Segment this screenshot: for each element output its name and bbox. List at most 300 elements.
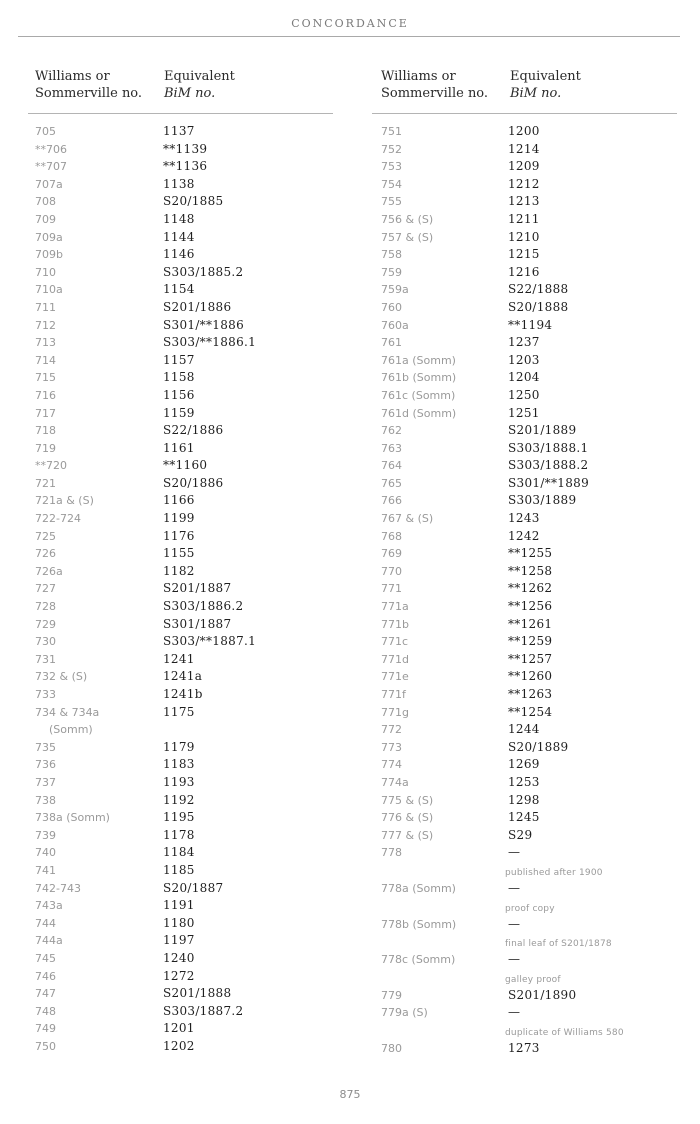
header-underline-right [372, 113, 677, 114]
table-row [35, 862, 355, 880]
williams-number: 746 [35, 969, 56, 983]
table-row [35, 915, 355, 933]
williams-number: 768 [381, 529, 402, 543]
bim-number: S201/1889 [508, 423, 577, 438]
table-row [381, 211, 700, 229]
table-row [381, 987, 700, 1005]
williams-number: 731 [35, 652, 56, 666]
table-row [35, 211, 355, 229]
bim-number: 1185 [163, 862, 195, 877]
bim-number: 1243 [508, 511, 540, 526]
williams-number: 779a (S) [381, 1006, 428, 1020]
bim-number: **1257 [508, 651, 553, 666]
table-row [381, 1004, 700, 1022]
table-row [381, 158, 700, 176]
bim-number: **1261 [508, 616, 553, 631]
table-row [35, 492, 355, 510]
bim-number: 1175 [163, 704, 195, 719]
concordance-rows [35, 123, 355, 1055]
table-row [35, 510, 355, 528]
bim-number: 1245 [508, 810, 540, 825]
williams-number: 709a [35, 230, 63, 244]
williams-number: 709 [35, 212, 56, 226]
williams-number: 743a [35, 899, 63, 913]
row-note: final leaf of S201/1878 [505, 939, 612, 950]
williams-number: 736 [35, 758, 56, 772]
williams-number: 712 [35, 318, 56, 332]
bim-number: S303/1887.2 [163, 1003, 244, 1018]
williams-number: 719 [35, 441, 56, 455]
bim-number: **1136 [163, 159, 208, 174]
williams-number: 726 [35, 547, 56, 561]
williams-number: 705 [35, 125, 56, 138]
note-row [381, 862, 700, 880]
table-row [35, 229, 355, 247]
williams-number: 737 [35, 775, 56, 789]
bim-number: **1256 [508, 599, 553, 614]
bim-number: **1255 [508, 546, 553, 561]
table-row [35, 141, 355, 159]
williams-number: 710 [35, 265, 56, 279]
table-row [35, 405, 355, 423]
williams-number: 715 [35, 371, 56, 385]
bim-number: S201/1890 [508, 987, 577, 1002]
bim-number: 1176 [163, 528, 195, 543]
williams-number: 714 [35, 353, 56, 367]
bim-number: S20/1886 [163, 475, 224, 490]
table-row [35, 809, 355, 827]
bim-header: Equivalent BiM no. [164, 69, 235, 101]
bim-number: 1213 [508, 194, 540, 209]
bim-number: 1184 [163, 845, 195, 860]
concordance-rows [381, 123, 700, 1058]
williams-number: 771f [381, 688, 406, 701]
bim-number: S301/**1886 [163, 317, 245, 332]
williams-number: 753 [381, 160, 402, 174]
header-underline-left [28, 113, 333, 114]
bim-number: — [508, 916, 521, 931]
williams-number: **706 [35, 142, 67, 156]
williams-number: 708 [35, 195, 56, 209]
bim-number: 1202 [163, 1038, 195, 1053]
table-row [381, 123, 700, 141]
row-note: duplicate of Williams 580 [505, 1027, 624, 1038]
williams-number: **707 [35, 160, 67, 174]
williams-number: 738 [35, 793, 56, 807]
table-row [381, 317, 700, 335]
table-row [35, 264, 355, 282]
williams-number: 739 [35, 828, 56, 842]
table-row [381, 633, 700, 651]
note-row [381, 969, 700, 987]
bim-number: 1161 [163, 440, 195, 455]
table-row [35, 334, 355, 352]
bim-number: 1204 [508, 370, 540, 385]
table-row [381, 141, 700, 159]
bim-number: 1251 [508, 405, 540, 420]
williams-number: 738a (Somm) [35, 811, 110, 825]
bim-number: 1273 [508, 1040, 540, 1055]
williams-number: 744 [35, 916, 56, 930]
bim-number: — [508, 845, 521, 860]
table-row [35, 668, 355, 686]
williams-header: Williams or Sommerville no. [35, 69, 143, 101]
table-row [35, 440, 355, 458]
table-row [35, 1038, 355, 1056]
table-row [381, 475, 700, 493]
williams-number: 761d (Somm) [381, 406, 457, 420]
bim-header: Equivalent BiM no. [510, 69, 581, 101]
williams-number: 734 & 734a [35, 705, 100, 719]
bim-number: 1250 [508, 387, 540, 402]
table-row [35, 844, 355, 862]
table-row [381, 721, 700, 739]
bim-number: S20/1885 [163, 194, 224, 209]
williams-number: 729 [35, 617, 56, 631]
table-row [35, 158, 355, 176]
bim-number: S303/**1887.1 [163, 634, 257, 649]
williams-number: 776 & (S) [381, 811, 434, 825]
williams-number: 717 [35, 406, 56, 420]
williams-number: 748 [35, 1004, 56, 1018]
williams-number: 778b (Somm) [381, 917, 457, 931]
williams-number: 771g [381, 705, 409, 719]
williams-number: 754 [381, 177, 402, 191]
bim-number: **1194 [508, 317, 553, 332]
table-row [381, 387, 700, 405]
bim-number: 1158 [163, 370, 195, 385]
bim-number: 1192 [163, 792, 195, 807]
table-row [35, 721, 355, 739]
williams-number: 730 [35, 635, 56, 649]
table-row [381, 528, 700, 546]
williams-number: 741 [35, 863, 56, 877]
table-row [381, 686, 700, 704]
williams-number: 726a [35, 564, 63, 578]
note-row [381, 1022, 700, 1040]
williams-number: 761b (Somm) [381, 371, 457, 385]
williams-number: 732 & (S) [35, 670, 88, 684]
williams-number: 721a & (S) [35, 494, 94, 508]
williams-number: 742-743 [35, 881, 81, 895]
williams-number: 710a [35, 283, 63, 297]
table-row [35, 299, 355, 317]
bim-number: 1144 [163, 229, 195, 244]
williams-number: 721 [35, 476, 56, 490]
bim-number: 1203 [508, 352, 540, 367]
bim-number: 1191 [163, 898, 195, 913]
bim-number: — [508, 1005, 521, 1020]
bim-number: 1157 [163, 352, 195, 367]
bim-number: S201/1887 [163, 581, 232, 596]
table-row [35, 352, 355, 370]
running-head: CONCORDANCE [291, 17, 409, 30]
williams-number: 709b [35, 248, 63, 262]
table-row [381, 580, 700, 598]
williams-number: 766 [381, 494, 402, 508]
williams-number: 747 [35, 987, 56, 1001]
bim-number: 1154 [163, 282, 195, 297]
table-row [381, 756, 700, 774]
table-row [35, 457, 355, 475]
table-row [35, 950, 355, 968]
row-note: galley proof [505, 974, 561, 985]
bim-number: 1146 [163, 247, 195, 262]
bim-number: **1259 [508, 634, 553, 649]
table-row [381, 352, 700, 370]
bim-number: 1216 [508, 264, 540, 279]
williams-number: 752 [381, 142, 402, 156]
bim-number: S303/1888.1 [508, 440, 589, 455]
table-row [381, 844, 700, 862]
table-row [35, 369, 355, 387]
table-row [35, 580, 355, 598]
bim-number: 1159 [163, 405, 195, 420]
table-row [381, 422, 700, 440]
williams-number: 722-724 [35, 512, 81, 526]
table-row [35, 193, 355, 211]
williams-number: 764 [381, 459, 402, 473]
bim-number: 1200 [508, 124, 540, 138]
bim-number: **1262 [508, 581, 553, 596]
williams-number: 771e [381, 670, 409, 684]
bim-number: 1237 [508, 335, 540, 350]
table-row [35, 422, 355, 440]
table-row [381, 563, 700, 581]
table-row [381, 440, 700, 458]
note-row [381, 933, 700, 951]
table-row [381, 739, 700, 757]
bim-number: **1139 [163, 141, 208, 156]
bim-number: 1241 [163, 651, 195, 666]
bim-number: 1212 [508, 176, 540, 191]
bim-number: 1241a [163, 669, 203, 684]
williams-number: 727 [35, 582, 56, 596]
williams-number: 778 [381, 846, 402, 860]
bim-number: 1199 [163, 511, 195, 526]
bim-number: 1156 [163, 387, 195, 402]
bim-number: S22/1886 [163, 423, 224, 438]
table-row [35, 1020, 355, 1038]
page-number: 875 [339, 1088, 361, 1101]
table-row [35, 968, 355, 986]
bim-number: 1269 [508, 757, 540, 772]
table-row [35, 774, 355, 792]
williams-number: 745 [35, 951, 56, 965]
williams-number: (Somm) [49, 723, 93, 737]
williams-number: 763 [381, 441, 402, 455]
table-row [35, 897, 355, 915]
table-row [35, 563, 355, 581]
bim-number: — [508, 952, 521, 967]
williams-number: 728 [35, 600, 56, 614]
table-row [35, 880, 355, 898]
table-row [35, 792, 355, 810]
bim-number: 1272 [163, 968, 195, 983]
concordance-column-left [35, 68, 355, 1053]
row-note: proof copy [505, 903, 555, 914]
williams-number: 771d [381, 652, 409, 666]
table-row [381, 334, 700, 352]
williams-number: 774 [381, 758, 402, 772]
williams-number: 735 [35, 740, 56, 754]
bim-number: **1258 [508, 563, 553, 578]
column-header [381, 68, 700, 108]
williams-number: 751 [381, 125, 402, 138]
williams-number: **720 [35, 459, 67, 473]
table-row [381, 792, 700, 810]
williams-number: 757 & (S) [381, 230, 434, 244]
table-row [35, 985, 355, 1003]
williams-number: 775 & (S) [381, 793, 434, 807]
bim-number: 1240 [163, 950, 195, 965]
bim-number: **1254 [508, 704, 553, 719]
bim-number: — [508, 880, 521, 895]
bim-number: S301/1887 [163, 616, 232, 631]
table-row [381, 545, 700, 563]
williams-number: 779 [381, 988, 402, 1002]
table-row [35, 387, 355, 405]
bim-number: 1138 [163, 176, 195, 191]
bim-number: S303/1885.2 [163, 264, 244, 279]
table-row [381, 704, 700, 722]
williams-number: 771 [381, 582, 402, 596]
bim-number: S201/1888 [163, 986, 232, 1001]
table-row [35, 704, 355, 722]
williams-number: 707a [35, 177, 63, 191]
williams-number: 759 [381, 265, 402, 279]
bim-number: 1180 [163, 915, 195, 930]
williams-number: 773 [381, 740, 402, 754]
bim-number: 1137 [163, 124, 195, 138]
bim-number: 1298 [508, 792, 540, 807]
column-header [35, 68, 355, 108]
williams-number: 750 [35, 1039, 56, 1053]
bim-number: S29 [508, 827, 533, 842]
bim-number: 1195 [163, 810, 195, 825]
table-row [35, 756, 355, 774]
bim-number: 1215 [508, 247, 540, 262]
bim-number: 1201 [163, 1021, 195, 1036]
header-rule [18, 36, 680, 37]
table-row [381, 651, 700, 669]
bim-number: **1263 [508, 687, 553, 701]
table-row [381, 299, 700, 317]
table-row [381, 1040, 700, 1058]
williams-number: 744a [35, 934, 63, 948]
williams-number: 762 [381, 424, 402, 438]
table-row [35, 317, 355, 335]
bim-number: 1148 [163, 211, 195, 226]
williams-number: 761c (Somm) [381, 388, 456, 402]
table-row [381, 616, 700, 634]
williams-number: 760 [381, 300, 402, 314]
table-row [381, 264, 700, 282]
table-row [381, 510, 700, 528]
bim-number: 1210 [508, 229, 540, 244]
williams-number: 761a (Somm) [381, 353, 456, 367]
williams-number: 755 [381, 195, 402, 209]
table-row [381, 193, 700, 211]
table-row [35, 932, 355, 950]
williams-number: 725 [35, 529, 56, 543]
table-row [381, 827, 700, 845]
table-row [35, 123, 355, 141]
bim-number: 1155 [163, 546, 195, 561]
table-row [381, 880, 700, 898]
williams-number: 765 [381, 476, 402, 490]
row-note: published after 1900 [505, 867, 603, 878]
williams-number: 718 [35, 424, 56, 438]
table-row [381, 176, 700, 194]
williams-number: 713 [35, 336, 56, 350]
bim-number: S303/1886.2 [163, 599, 244, 614]
williams-number: 771b [381, 617, 409, 631]
williams-number: 769 [381, 547, 402, 561]
bim-number: S22/1888 [508, 282, 569, 297]
bim-number: S301/**1889 [508, 475, 590, 490]
bim-number: 1242 [508, 528, 540, 543]
bim-number: 1183 [163, 757, 195, 772]
table-row [35, 528, 355, 546]
bim-number: 1241b [163, 687, 203, 701]
table-row [35, 176, 355, 194]
bim-number: 1197 [163, 933, 195, 948]
williams-number: 759a [381, 283, 409, 297]
bim-number: 1209 [508, 159, 540, 174]
table-row [381, 774, 700, 792]
williams-number: 740 [35, 846, 56, 860]
bim-number: 1244 [508, 722, 540, 737]
williams-number: 777 & (S) [381, 828, 434, 842]
table-row [35, 545, 355, 563]
table-row [35, 475, 355, 493]
bim-number: **1260 [508, 669, 553, 684]
note-row [381, 898, 700, 916]
bim-number: S201/1886 [163, 299, 232, 314]
table-row [381, 369, 700, 387]
williams-number: 749 [35, 1022, 56, 1036]
bim-number: S20/1889 [508, 739, 569, 754]
table-row [35, 633, 355, 651]
bim-number: 1178 [163, 827, 195, 842]
williams-number: 770 [381, 564, 402, 578]
bim-number: 1193 [163, 774, 195, 789]
williams-number: 756 & (S) [381, 212, 434, 226]
williams-header: Williams or Sommerville no. [381, 69, 489, 101]
williams-number: 771a [381, 600, 409, 614]
williams-number: 761 [381, 336, 402, 350]
table-row [381, 229, 700, 247]
table-row [35, 246, 355, 264]
table-row [35, 616, 355, 634]
bim-number: 1166 [163, 493, 195, 508]
table-row [35, 827, 355, 845]
bim-number: S303/1888.2 [508, 458, 589, 473]
table-row [35, 281, 355, 299]
williams-number: 716 [35, 388, 56, 402]
table-row [381, 492, 700, 510]
bim-number: 1179 [163, 739, 195, 754]
bim-number: S303/1889 [508, 493, 577, 508]
williams-number: 780 [381, 1041, 402, 1055]
bim-number: 1253 [508, 774, 540, 789]
table-row [381, 951, 700, 969]
williams-number: 767 & (S) [381, 512, 434, 526]
table-row [35, 598, 355, 616]
table-row [35, 739, 355, 757]
williams-number: 760a [381, 318, 409, 332]
